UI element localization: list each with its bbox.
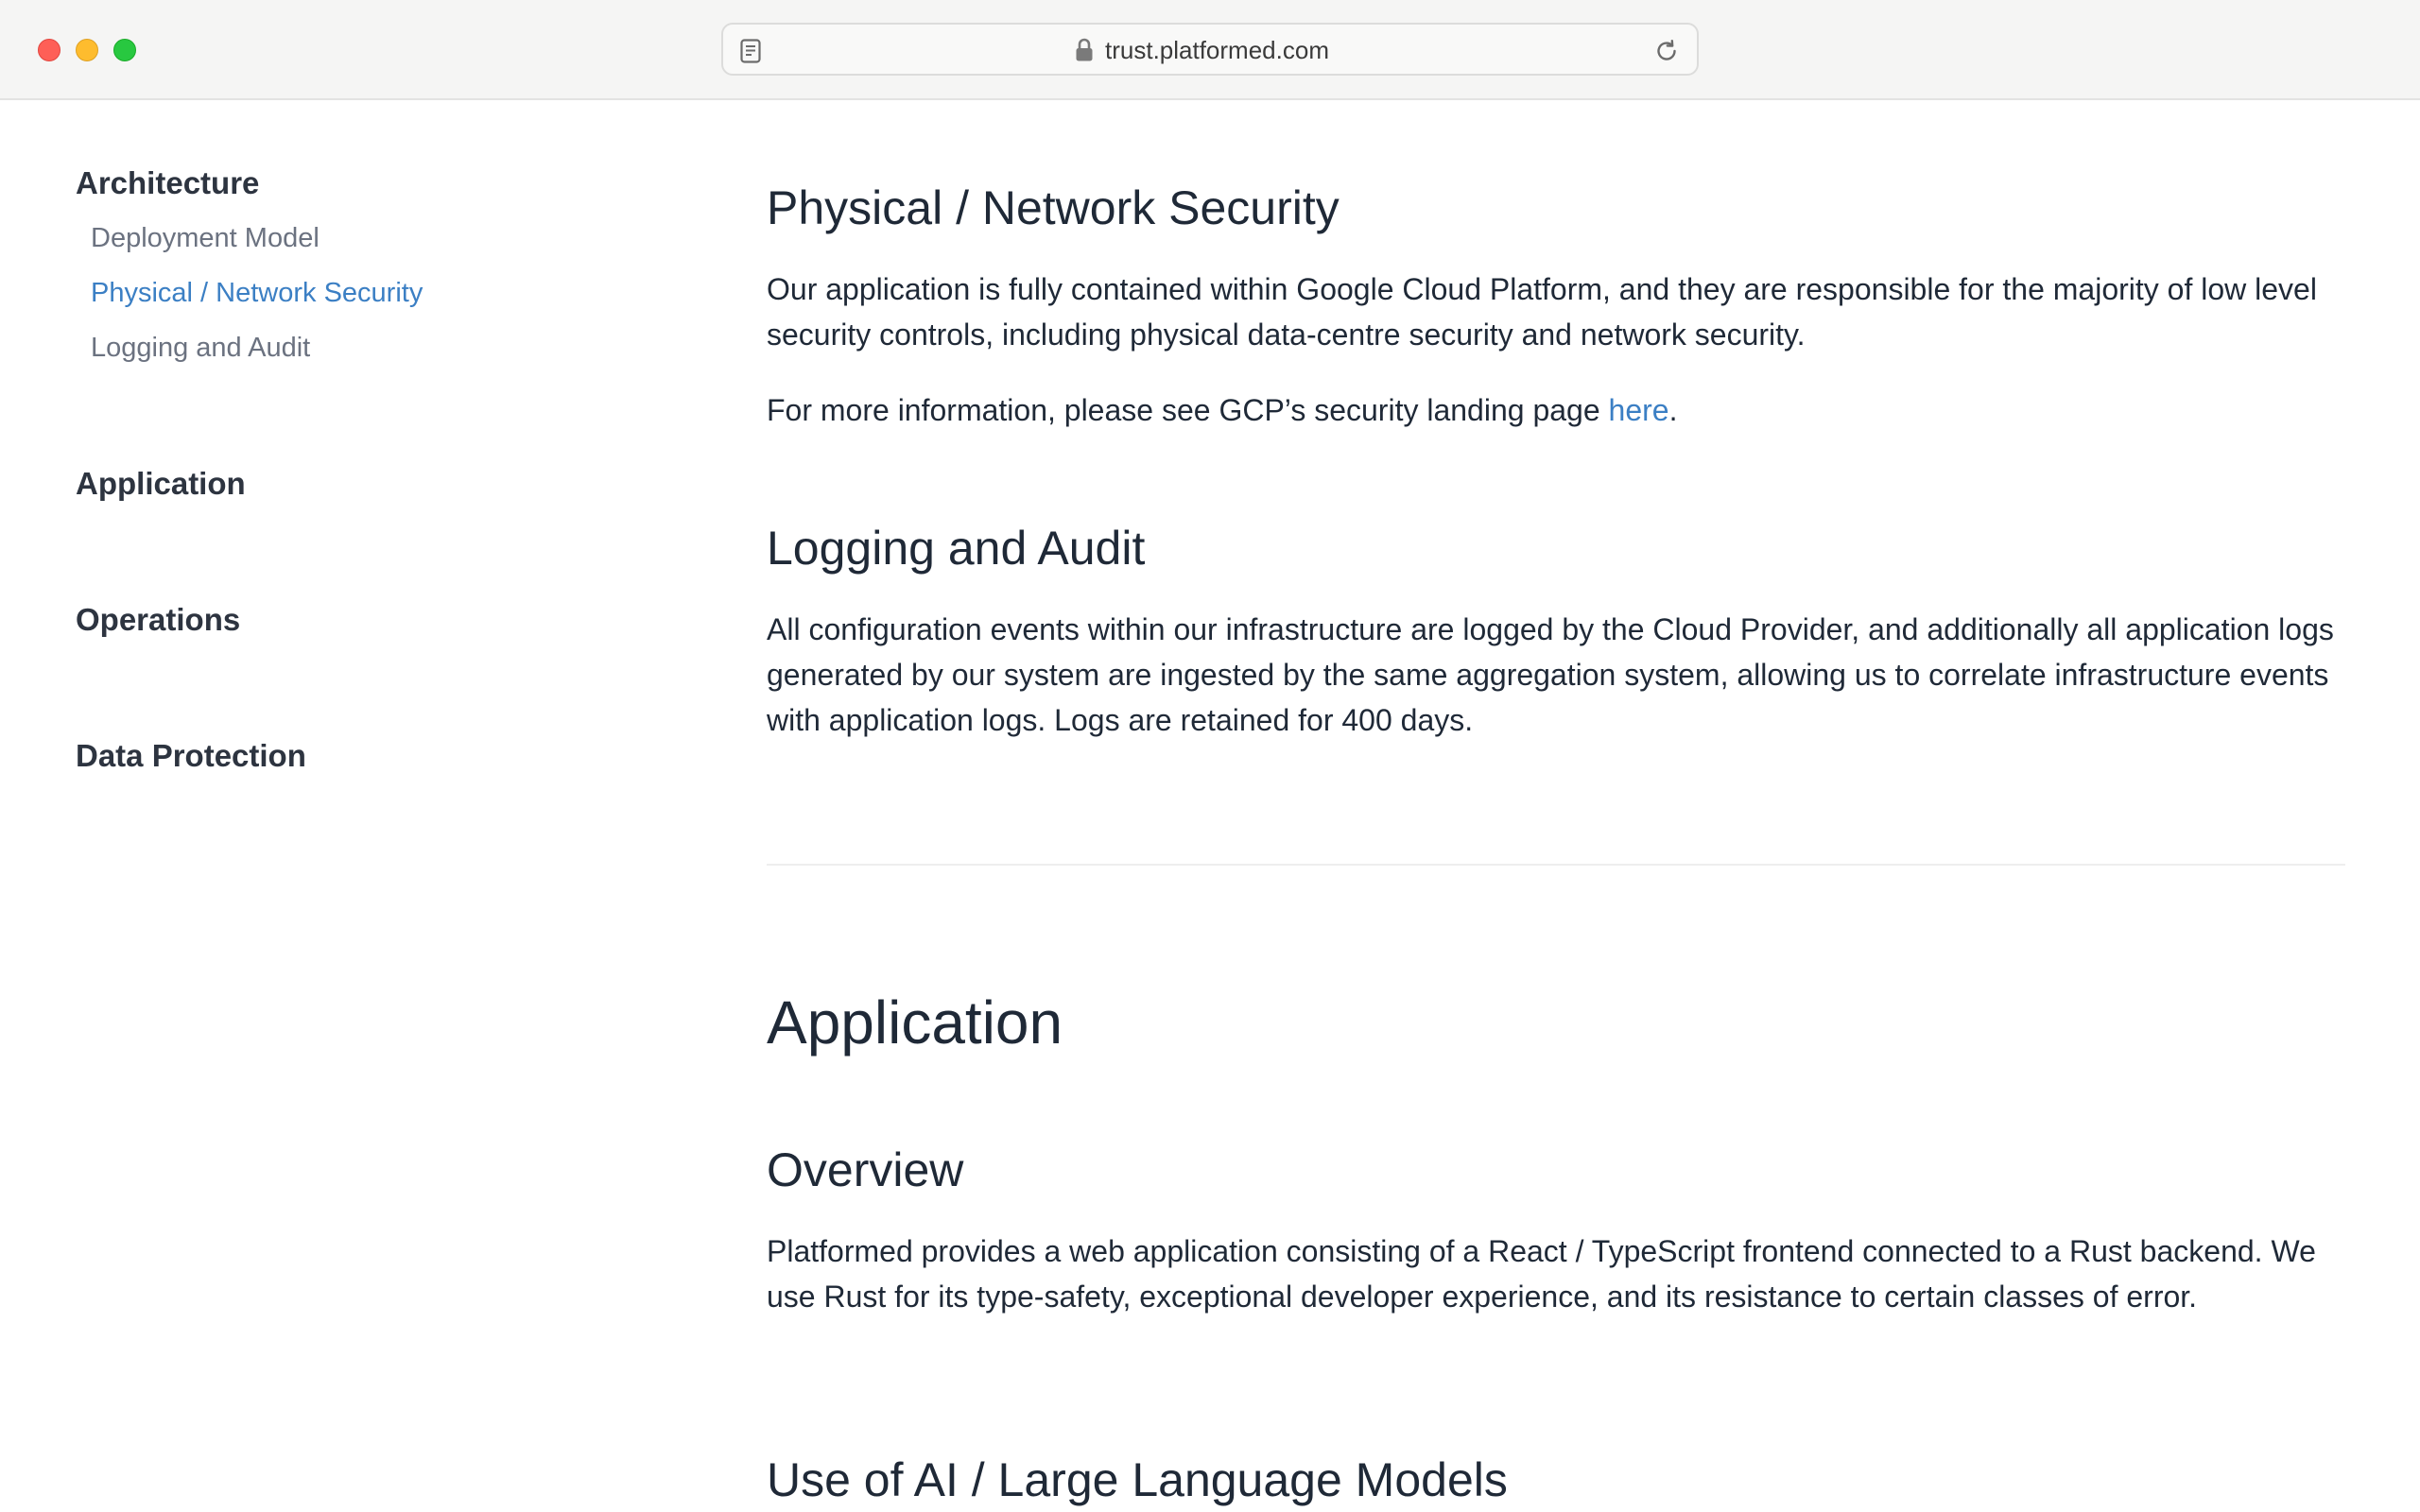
more-info-suffix: .: [1668, 393, 1678, 427]
reader-mode-icon[interactable]: [740, 39, 761, 63]
sidebar-section-application: [76, 465, 246, 503]
page-content: [0, 100, 2420, 1512]
sidebar-title-application[interactable]: Application: [76, 466, 246, 501]
address-bar[interactable]: [721, 23, 1699, 76]
sidebar-title-data-protection[interactable]: Data Protection: [76, 738, 306, 773]
sidebar-item-physical-network-security[interactable]: Physical / Network Security: [91, 278, 424, 308]
reload-icon[interactable]: [1653, 38, 1680, 64]
maximize-window-button[interactable]: [113, 39, 136, 61]
more-info-text: For more information, please see GCP’s security landing page: [767, 393, 1609, 427]
browser-toolbar: [0, 0, 2420, 100]
minimize-window-button[interactable]: [76, 39, 98, 61]
sidebar-section-architecture: [76, 164, 259, 202]
section-divider: [767, 864, 2345, 866]
paragraph-logging: All configuration events within our infrastructure are logged by the Cloud Provider, and additionally all application logs generated by our system are ingested by the same aggregation system, allowing us to correlate infrastructure events with application logs. Logs are retained for 400 days.: [767, 612, 2334, 737]
close-window-button[interactable]: [38, 39, 60, 61]
url-text[interactable]: trust.platformed.com: [1105, 36, 1329, 64]
paragraph-physical-security: Our application is fully contained within Google Cloud Platform, and they are responsible for the majority of low level security controls, including physical data-centre security and network security.: [767, 272, 2317, 352]
sidebar-title-architecture[interactable]: Architecture: [76, 165, 260, 200]
section-heading-logging-and-audit: Logging and Audit: [767, 522, 1146, 575]
paragraph-more-information: [767, 387, 2336, 433]
section-heading-application: Application: [767, 988, 1063, 1057]
section-heading-use-of-ai: Use of AI / Large Language Models: [767, 1453, 1508, 1506]
sidebar-title-operations[interactable]: Operations: [76, 602, 241, 637]
section-heading-physical-network-security: Physical / Network Security: [767, 181, 1340, 234]
lock-icon: [1075, 38, 1094, 62]
sidebar-section-data-protection: [76, 737, 306, 775]
sidebar-item-logging-and-audit[interactable]: Logging and Audit: [91, 333, 311, 363]
sidebar-item-deployment-model[interactable]: Deployment Model: [91, 223, 320, 253]
paragraph-overview: Platformed provides a web application consisting of a React / TypeScript frontend connected to a Rust backend. We use Rust for its type-safety, exceptional developer experience, and its resistance to certain classes of error.: [767, 1234, 2316, 1314]
gcp-security-link[interactable]: here: [1608, 393, 1669, 427]
sidebar-section-operations: [76, 601, 240, 639]
section-heading-overview: Overview: [767, 1143, 964, 1196]
